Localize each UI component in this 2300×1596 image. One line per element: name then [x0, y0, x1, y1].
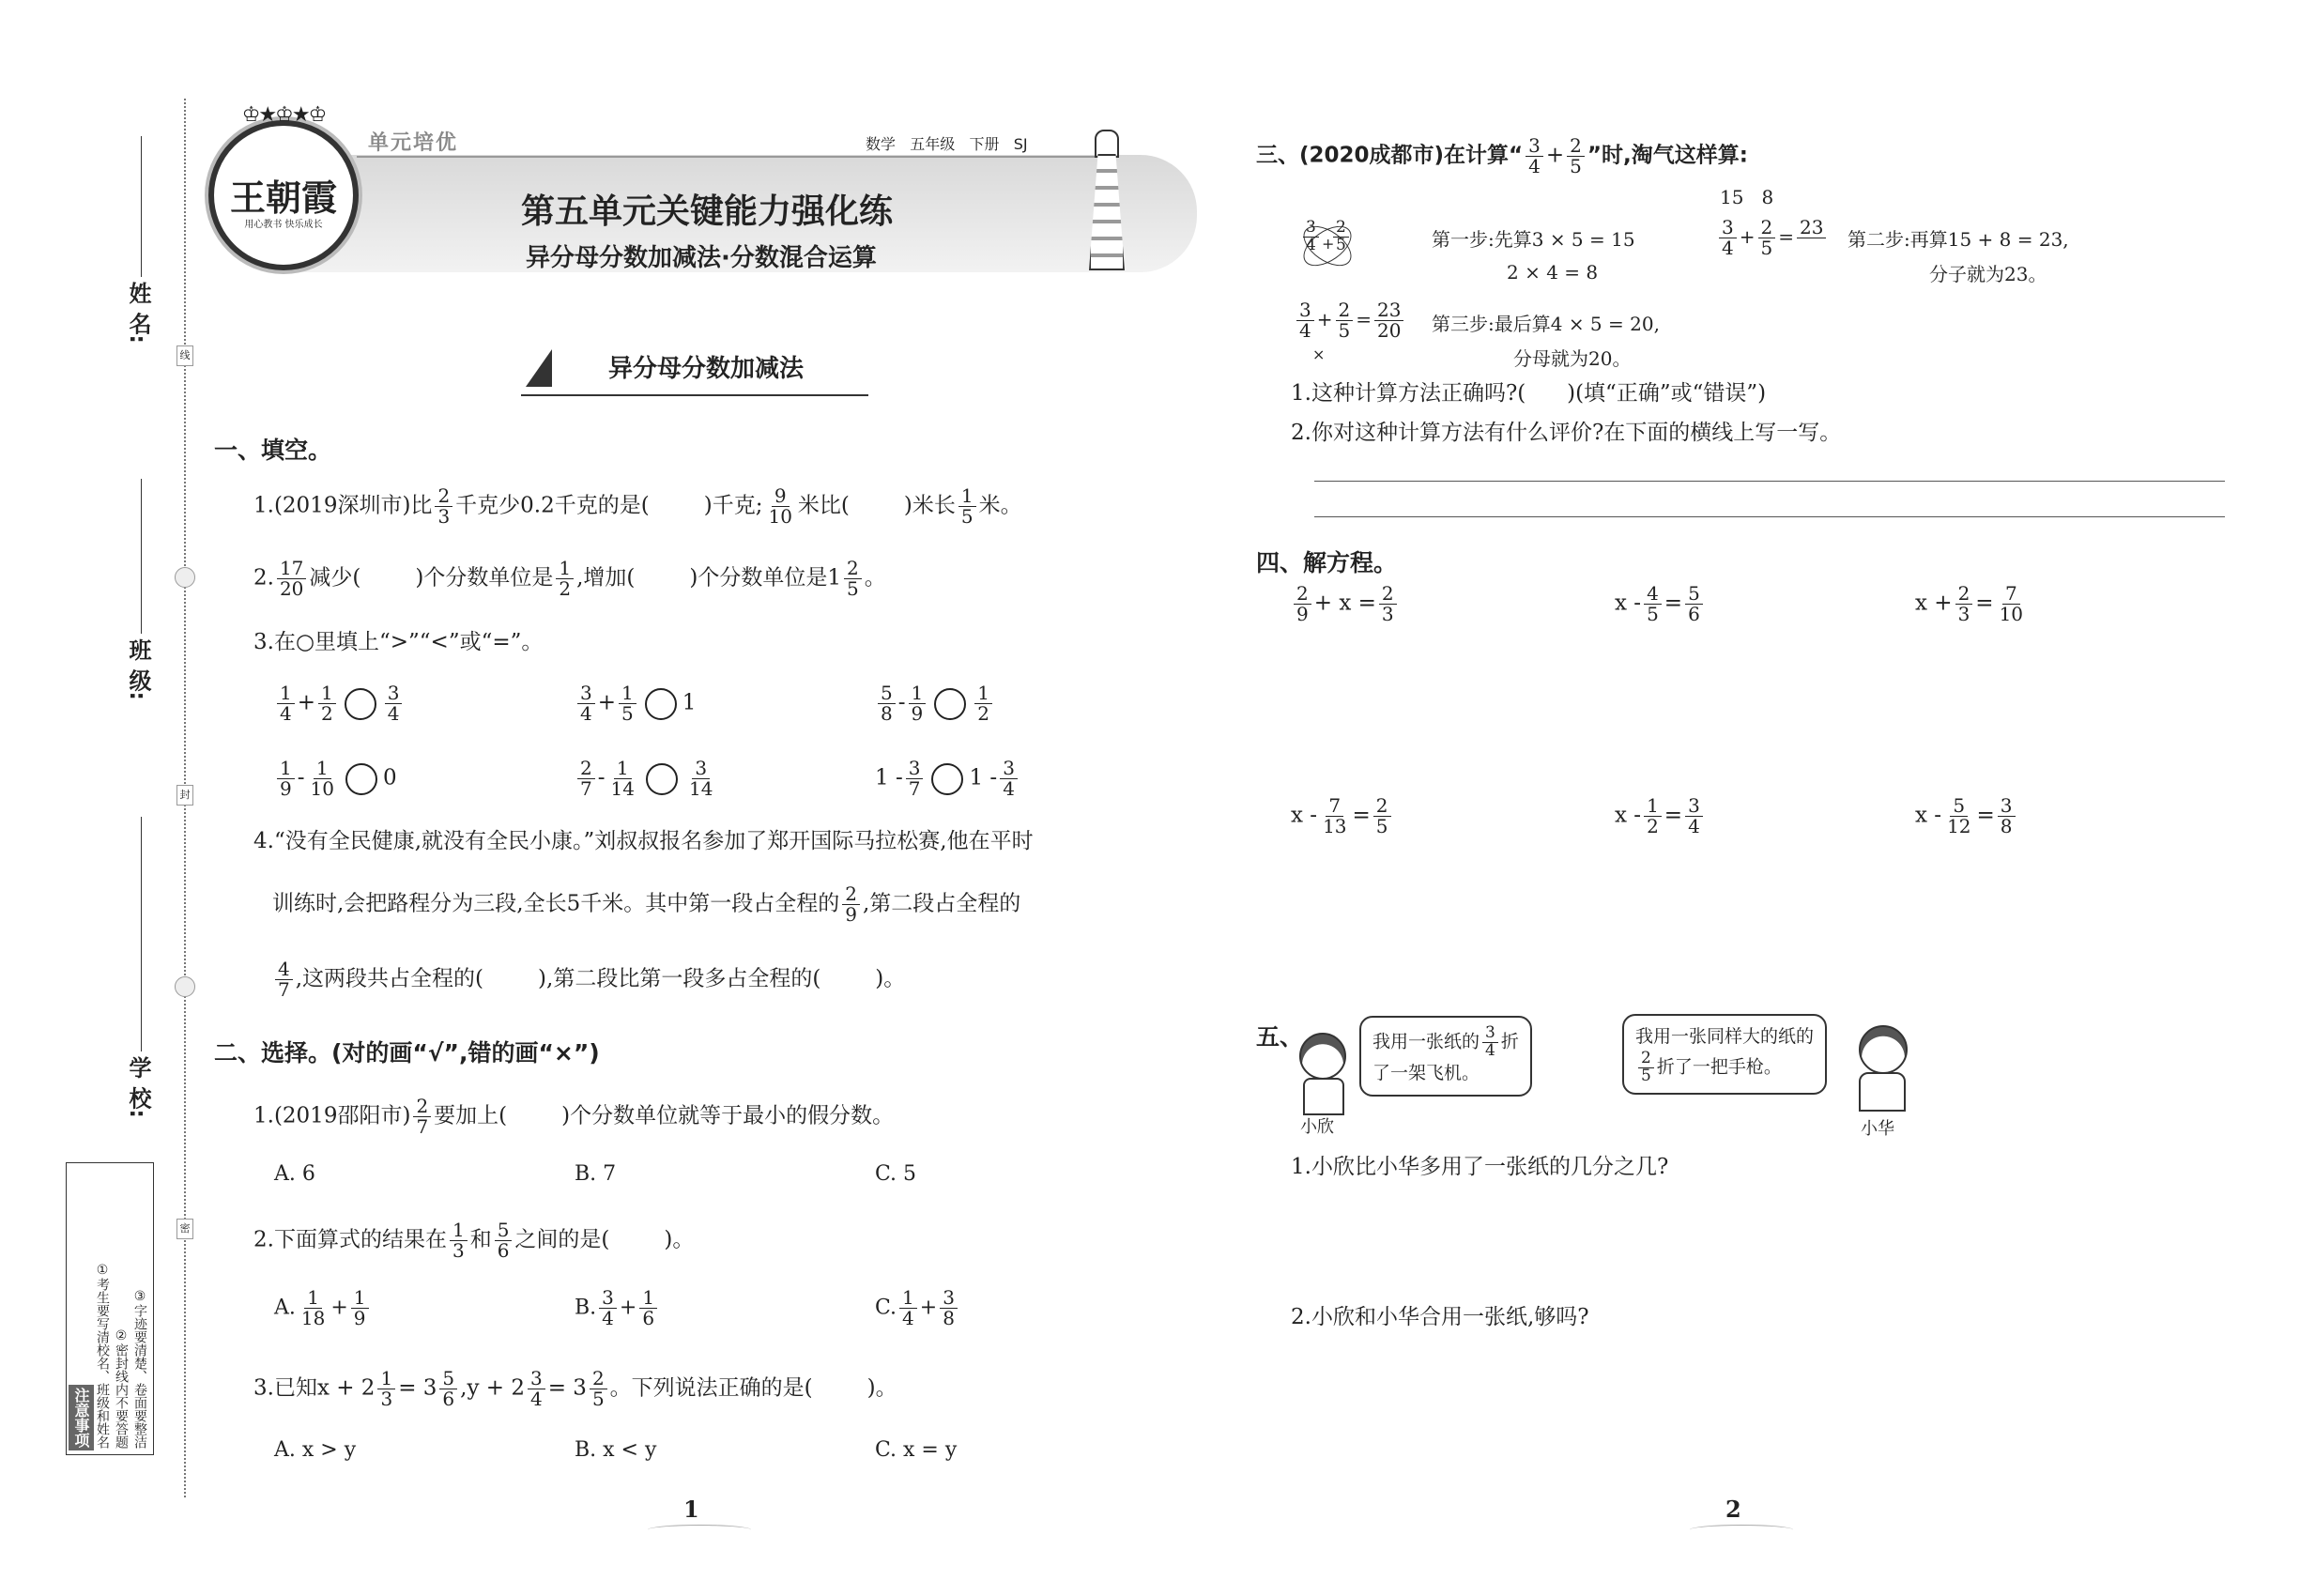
section-5-title: 五、	[1256, 1023, 1304, 1051]
step3-equation: $\frac{3}{4}$ + $\frac{2}{5}$ = $\frac{23}{20}$	[1294, 300, 1406, 341]
fraction: $\frac{1}{2}$	[556, 559, 574, 599]
page-number: 1	[683, 1496, 699, 1523]
page-number-swoosh	[1690, 1525, 1793, 1535]
banner-underline	[521, 394, 868, 396]
choice-q1: 1.(2019邵阳市) $\frac{2}{7}$ 要加上( )个分数单位就等于最小的假分数。	[253, 1095, 895, 1138]
seal-mark-line: 线	[176, 345, 193, 366]
q1-fill: 1.(2019深圳市)比 $\frac{2}{3}$ 千克少0.2千克的是( )千克; $\frac{9}{10}$ 米比( )米长 $\frac{1}{5}$ 米。	[253, 484, 1022, 528]
step-2: 第二步:再算15 + 8 = 23,	[1848, 228, 2069, 251]
girl-avatar	[1294, 1029, 1350, 1113]
compare-circle[interactable]	[934, 688, 966, 720]
notes-title: 注意事项	[69, 1385, 94, 1450]
q2-fill: 2. $\frac{17}{20}$ 减少( )个分数单位是 $\frac{1}{2}$ ,增加( )个分数单位是1 $\frac{2}{5}$ 。	[253, 557, 886, 600]
character-name-1: 小欣	[1300, 1117, 1334, 1137]
compare-circle[interactable]	[931, 763, 963, 795]
section-banner: 异分母分数加减法	[608, 355, 805, 383]
s5-q1: 1.小欣比小华多用了一张纸的几分之几?	[1291, 1155, 1669, 1179]
step-3b: 分母就为20。	[1513, 347, 1632, 370]
q4-line1: 4.“没有全民健康,就没有全民小康。”刘叔叔报名参加了郑开国际马拉松赛,他在平时	[253, 829, 1034, 853]
step2-equation: $\frac{3}{4}$ + $\frac{2}{5}$ = 23	[1716, 218, 1829, 258]
s3-q1: 1.这种计算方法正确吗?( )(填“正确”或“错误”)	[1291, 381, 1767, 406]
fraction: $\frac{17}{20}$	[277, 559, 306, 599]
compare-item: $\frac{5}{8}$ - $\frac{1}{9}$ $\frac{1}{2}$	[875, 683, 995, 724]
choice-option[interactable]: C. $\frac{1}{4}$ + $\frac{3}{8}$	[875, 1288, 960, 1328]
notes-box	[66, 1162, 154, 1455]
equation: x + $\frac{2}{3}$ = $\frac{7}{10}$	[1915, 582, 2024, 625]
sailboat-icon	[526, 349, 552, 387]
class-label: 班 级:	[125, 638, 151, 700]
answer-line[interactable]	[1314, 481, 2225, 482]
speech-bubble-2: 我用一张同样大的纸的 $\frac{2}{5}$ 折了一把手枪。	[1622, 1014, 1827, 1095]
step-1b: 2 × 4 = 8	[1507, 261, 1599, 284]
fraction: $\frac{2}{3}$	[435, 486, 452, 527]
step-3: 第三步:最后算4 × 5 = 20,	[1432, 313, 1660, 335]
q3-instruction: 3.在○里填上“>”“<”或“=”。	[253, 630, 544, 654]
compare-circle[interactable]	[646, 763, 678, 795]
compare-item: 1 - $\frac{3}{7}$ 1 - $\frac{3}{4}$	[875, 759, 1020, 799]
page-subtitle: 异分母分数加减法·分数混合运算	[526, 244, 877, 272]
notes-item: ②密封线内不要答题	[114, 1328, 129, 1449]
section-4-title: 四、解方程。	[1256, 549, 1398, 576]
choice-option[interactable]: A. x > y	[274, 1438, 357, 1462]
section-1-title: 一、填空。	[214, 437, 332, 464]
choice-option[interactable]: B. x < y	[575, 1438, 657, 1462]
seal-mark-secret: 密	[176, 1219, 193, 1239]
fraction: $\frac{9}{10}$	[768, 484, 792, 528]
subject-meta: 数学 五年级 下册 SJ	[866, 135, 1028, 153]
compare-item: $\frac{3}{4}$ + $\frac{1}{5}$ 1	[575, 683, 696, 724]
choice-option[interactable]: A. 6	[274, 1162, 315, 1186]
choice-option[interactable]: A. $\frac{1}{18}$ + $\frac{1}{9}$	[274, 1288, 372, 1328]
compare-item: $\frac{2}{7}$ - $\frac{1}{14}$ $\frac{3}{14}$	[575, 759, 718, 799]
section-2-title: 二、选择。(对的画“√”,错的画“×”)	[214, 1039, 600, 1067]
speech-bubble-1: 我用一张纸的 $\frac{3}{4}$ 折 了一架飞机。	[1359, 1016, 1532, 1097]
choice-option[interactable]: B. $\frac{3}{4}$ + $\frac{1}{6}$	[575, 1288, 660, 1328]
class-field[interactable]	[141, 479, 142, 634]
brand-name: 王朝霞	[229, 176, 337, 219]
compare-circle[interactable]	[645, 688, 677, 720]
character-name-2: 小华	[1861, 1119, 1894, 1139]
brand-logo	[208, 103, 359, 270]
equation: x - $\frac{4}{5}$ = $\frac{5}{6}$	[1615, 584, 1706, 624]
notes-item: ①考生要写清校名、班级和姓名	[95, 1263, 110, 1449]
equation: x - $\frac{5}{12}$ = $\frac{3}{8}$	[1915, 796, 2018, 836]
compare-circle[interactable]	[345, 688, 376, 720]
compare-circle[interactable]	[345, 763, 377, 795]
choice-option[interactable]: B. 7	[575, 1162, 617, 1186]
boy-avatar	[1851, 1021, 1911, 1112]
notes-item: ③字迹要清楚、卷面要整洁	[132, 1289, 147, 1449]
brand-sub: 用心教书 快乐成长	[244, 220, 323, 230]
equation: x - $\frac{1}{2}$ = $\frac{3}{4}$	[1615, 796, 1706, 836]
s5-q2: 2.小欣和小华合用一张纸,够吗?	[1291, 1305, 1589, 1329]
page-title: 第五单元关键能力强化练	[521, 192, 894, 231]
school-label: 学 校:	[125, 1056, 151, 1118]
top-numbers: 15 8	[1720, 186, 1774, 208]
name-field[interactable]	[141, 136, 142, 277]
step-1: 第一步:先算3 × 5 = 15	[1432, 228, 1635, 251]
compare-item: $\frac{1}{9}$ - $\frac{1}{10}$ 0	[274, 759, 397, 799]
answer-line[interactable]	[1314, 516, 2225, 517]
page-number: 2	[1725, 1496, 1741, 1523]
equation: x - $\frac{7}{13}$ = $\frac{2}{5}$	[1291, 796, 1394, 836]
fraction: $\frac{2}{5}$	[844, 559, 862, 599]
step-2b: 分子就为23。	[1929, 263, 2047, 285]
school-field[interactable]	[141, 817, 142, 1051]
choice-option[interactable]: C. 5	[875, 1162, 917, 1186]
compare-item: $\frac{1}{4}$ + $\frac{1}{2}$ $\frac{3}{4}$	[274, 683, 405, 724]
unit-tag: 单元培优	[368, 131, 459, 155]
q4-line2: 训练时,会把路程分为三段,全长5千米。其中第一段占全程的 $\frac{2}{9}$ ,第二段占全程的	[272, 882, 1021, 926]
choice-q3: 3.已知x + 2 $\frac{1}{3}$ = 3 $\frac{5}{6}$ ,y + 2 $\frac{3}{4}$ = 3 $\frac{2}{5}$ 。下列说法正确的是( )。	[253, 1367, 897, 1410]
seal-clip-icon	[175, 976, 195, 997]
seal-mark-seal: 封	[176, 785, 193, 806]
choice-q2: 2.下面算式的结果在 $\frac{1}{3}$ 和 $\frac{5}{6}$ 之间的是( )。	[253, 1219, 695, 1262]
brand-crown-icon: ♔★♔★♔	[241, 103, 326, 127]
section-3-title: 三、(2020成都市)在计算“ $\frac{3}{4}$ + $\frac{2}{5}$ ”时,淘气这样算:	[1256, 134, 1748, 177]
name-label: 姓 名:	[125, 282, 151, 344]
choice-option[interactable]: C. x = y	[875, 1438, 958, 1462]
page-number-swoosh	[648, 1525, 751, 1535]
seal-clip-icon	[175, 567, 195, 588]
q4-line3: $\frac{4}{7}$ ,这两段共占全程的( ),第二段比第一段多占全程的( )。	[272, 959, 905, 1000]
equation: $\frac{2}{9}$ + x = $\frac{2}{3}$	[1291, 584, 1400, 624]
cross-multiply-diagram: $\frac{3}{4}$ $\frac{2}{5}$ +	[1300, 218, 1357, 274]
lighthouse-icon	[1085, 130, 1125, 270]
fraction: $\frac{1}{5}$	[958, 486, 976, 527]
s3-q2: 2.你对这种计算方法有什么评价?在下面的横线上写一写。	[1291, 421, 1842, 445]
cross-mark: ×	[1312, 345, 1326, 363]
